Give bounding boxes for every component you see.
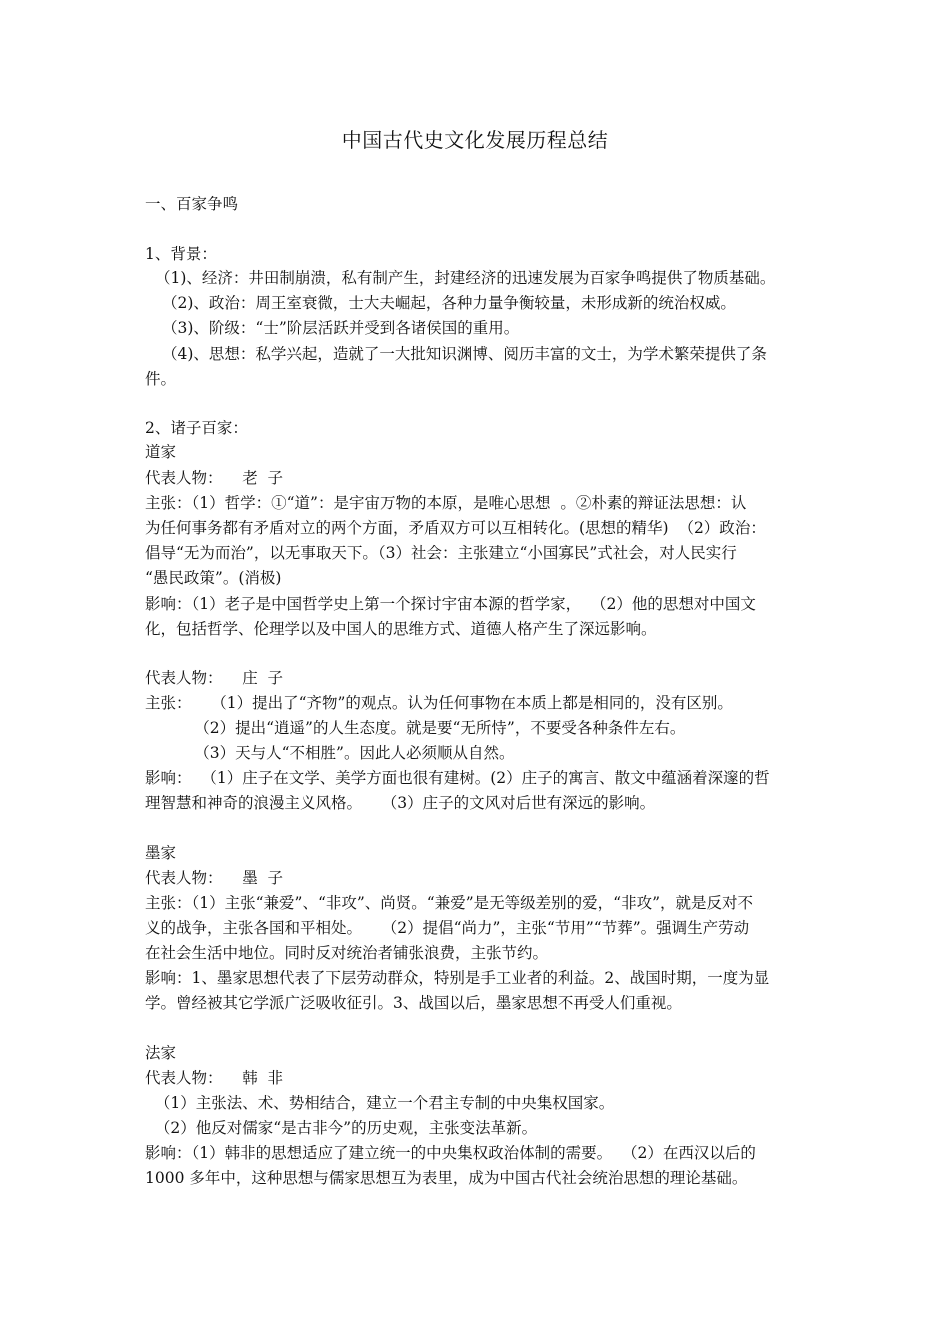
legalism-line: （1）主张法、术、势相结合，建立一个君主专制的中央集权国家。 <box>145 1094 615 1112</box>
representative-zhuangzi: 代表人物： 庄 子 <box>145 669 284 687</box>
mohism-line: 学。曾经被其它学派广泛吸收征引。3、战国以后，墨家思想不再受人们重视。 <box>145 994 682 1012</box>
mohism-line: 影响：1、墨家思想代表了下层劳动群众，特别是手工业者的利益。2、战国时期，一度为显 <box>145 969 770 987</box>
zhuangzi-line: （3）天与人“不相胜”。因此人必须顺从自然。 <box>145 744 515 762</box>
laozi-line: 倡导“无为而治”，以无事取天下。（3）社会：主张建立“小国寡民”式社会，对人民实行 <box>145 544 737 562</box>
school-name-legalism: 法家 <box>145 1044 177 1062</box>
background-item-thought: （4)、思想：私学兴起，造就了一大批知识渊博、阅历丰富的文士，为学术繁荣提供了条 <box>162 345 767 363</box>
zhuangzi-line: （2）提出“逍遥”的人生态度。就是要“无所恃”，不要受各种条件左右。 <box>145 719 686 737</box>
laozi-line: 为任何事务都有矛盾对立的两个方面，矛盾双方可以互相转化。(思想的精华) （2）政治： <box>145 519 766 537</box>
representative-mozi: 代表人物： 墨 子 <box>145 869 284 887</box>
representative-hanfei: 代表人物： 韩 非 <box>145 1069 284 1087</box>
school-name-mohism: 墨家 <box>145 844 177 862</box>
legalism-line: 1000 多年中，这种思想与儒家思想互为表里，成为中国古代社会统治思想的理论基础。 <box>145 1169 748 1187</box>
mohism-line: 在社会生活中地位。同时反对统治者铺张浪费，主张节约。 <box>145 944 549 962</box>
zhuangzi-line: 理智慧和神奇的浪漫主义风格。 （3）庄子的文风对后世有深远的影响。 <box>145 794 656 812</box>
zhuangzi-line: 影响： （1）庄子在文学、美学方面也很有建树。(2）庄子的寓言、散文中蕴涵着深邃的哲 <box>145 769 770 787</box>
background-item-class: （3)、阶级：“士”阶层活跃并受到各诸侯国的重用。 <box>162 319 520 337</box>
laozi-line: 影响：（1）老子是中国哲学史上第一个探讨宇宙本源的哲学家， （2）他的思想对中国文 <box>145 595 756 613</box>
background-item-politics: （2)、政治：周王室衰微，士大夫崛起，各种力量争衡较量，未形成新的统治权威。 <box>162 294 736 312</box>
laozi-line: 化，包括哲学、伦理学以及中国人的思维方式、道德人格产生了深远影响。 <box>145 620 657 638</box>
mohism-line: 主张：（1）主张“兼爱”、“非攻”、尚贤。“兼爱”是无等级差别的爱，“非攻”，就是反对不 <box>145 894 754 912</box>
mohism-line: 义的战争，主张各国和平相处。 （2）提倡“尚力”，主张“节用”“节葬”。强调生产劳动 <box>145 919 750 937</box>
background-item-thought-cont: 件。 <box>145 370 177 388</box>
school-name-daoism: 道家 <box>145 443 177 461</box>
legalism-line: 影响：（1）韩非的思想适应了建立统一的中央集权政治体制的需要。 （2）在西汉以后的 <box>145 1144 756 1162</box>
schools-heading: 2、诸子百家： <box>145 419 248 437</box>
legalism-line: （2）他反对儒家“是古非今”的历史观，主张变法革新。 <box>145 1119 538 1137</box>
page-title: 中国古代史文化发展历程总结 <box>341 128 609 152</box>
representative-laozi: 代表人物： 老 子 <box>145 469 284 487</box>
background-item-economy: （1)、经济：井田制崩溃，私有制产生，封建经济的迅速发展为百家争鸣提供了物质基础。 <box>155 269 776 287</box>
laozi-line: “愚民政策”。(消极) <box>145 569 282 587</box>
background-heading: 1、背景： <box>145 245 217 263</box>
laozi-line: 主张：（1）哲学：①“道”：是宇宙万物的本原，是唯心思想 。②朴素的辩证法思想：认 <box>145 494 747 512</box>
section-heading-hundred-schools: 一、百家争鸣 <box>145 195 239 213</box>
zhuangzi-line: 主张： （1）提出了“齐物”的观点。认为任何事物在本质上都是相同的，没有区别。 <box>145 694 733 712</box>
